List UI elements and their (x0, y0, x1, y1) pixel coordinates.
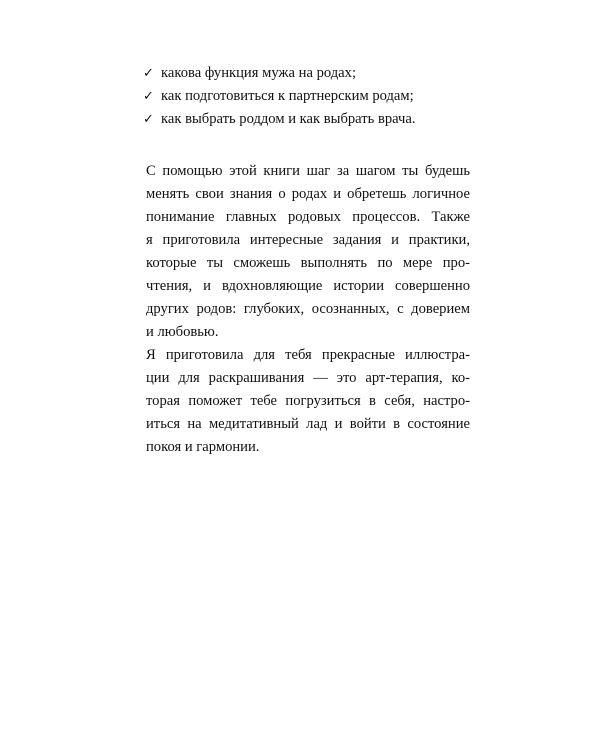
checklist-item (143, 85, 470, 108)
checkmark-icon: ✓ (143, 66, 154, 81)
checklist-item-text: как выбрать роддом и как выбрать врача. (161, 111, 416, 127)
text-line: чтения, и вдохновляющие истории совершенно (146, 278, 470, 294)
book-page (130, 62, 470, 459)
text-line: понимание главных родовых процессов. Также (146, 209, 470, 225)
text-line: покоя и гармонии. (146, 439, 260, 455)
paragraph-book-intro (130, 160, 470, 344)
text-line: я приготовила интересные задания и практики, (146, 232, 470, 248)
text-line: торая поможет тебе погрузиться в себя, настро- (146, 393, 470, 409)
text-line: ции для раскрашивания — это арт-терапия, ко- (146, 370, 470, 386)
text-line: других родов: глубоких, осознанных, с доверием (146, 301, 470, 317)
checklist-item-text: какова функция мужа на родах; (161, 65, 356, 81)
text-line: менять свои знания о родах и обретешь логичное (146, 186, 470, 202)
checklist-item (143, 108, 470, 131)
text-line: и любовью. (146, 324, 219, 340)
checkmark-icon: ✓ (143, 112, 154, 127)
text-line: иться на медитативный лад и войти в состояние (146, 416, 470, 432)
paragraph-illustrations (130, 344, 470, 459)
text-line: Я приготовила для тебя прекрасные иллюстра- (146, 347, 470, 363)
text-line: С помощью этой книги шаг за шагом ты будешь (146, 163, 470, 179)
text-line: которые ты сможешь выполнять по мере про- (146, 255, 470, 271)
checklist-item-text: как подготовиться к партнерским родам; (161, 88, 414, 104)
checklist-item (143, 62, 470, 85)
checkmark-icon: ✓ (143, 89, 154, 104)
checklist (130, 62, 470, 131)
